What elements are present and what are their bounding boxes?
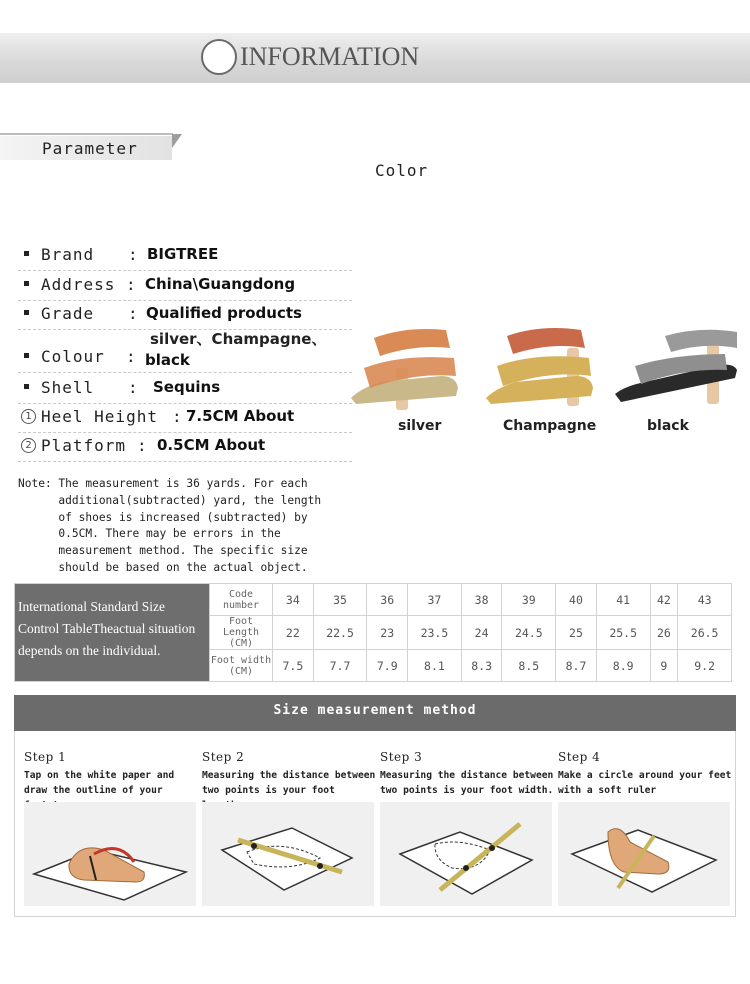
- table-cell: 7.7: [313, 650, 367, 682]
- table-cell: 8.3: [461, 650, 502, 682]
- spec-value: China\Guangdong: [145, 275, 296, 293]
- step-text: Make a circle around your feet with a soft ruler: [558, 770, 732, 796]
- step-title: Step 2: [202, 750, 245, 764]
- table-cell: 7.9: [367, 650, 408, 682]
- shoe-image-black: [615, 318, 740, 413]
- page-title: INFORMATION: [240, 42, 420, 71]
- bullet-icon: [24, 281, 29, 286]
- spec-value: Qualified products: [146, 304, 302, 322]
- table-cell: 9.2: [678, 650, 732, 682]
- spec-separator: :: [126, 275, 137, 294]
- spec-label: Heel Height: [41, 407, 158, 426]
- spec-separator: :: [172, 407, 183, 426]
- table-cell: 8.5: [502, 650, 556, 682]
- shoe-image-champagne: [481, 318, 606, 413]
- spec-separator: :: [126, 347, 137, 366]
- step-3: [380, 750, 552, 910]
- row-header: Foot Length (CM): [210, 616, 273, 650]
- table-cell: 9: [650, 650, 678, 682]
- spec-row-colour: [18, 343, 352, 373]
- row-header: Foot width (CM): [210, 650, 273, 682]
- bullet-icon: [24, 384, 29, 389]
- table-cell: 24: [461, 616, 502, 650]
- bullet-icon: [24, 310, 29, 315]
- spec-label: Grade: [41, 304, 95, 323]
- table-cell: 25.5: [596, 616, 650, 650]
- table-cell: 26: [650, 616, 678, 650]
- tab-corner-icon: [172, 134, 182, 148]
- row-header: Code number: [210, 584, 273, 616]
- spec-separator: :: [128, 378, 139, 397]
- number-one-icon: 1: [21, 409, 36, 424]
- spec-row-address: [18, 271, 352, 301]
- spec-label: Colour: [41, 347, 105, 366]
- measurement-title: Size measurement method: [273, 703, 477, 718]
- table-cell: 7.5: [273, 650, 314, 682]
- size-table-intro: International Standard Size Control TableTheactual situation depends on the individual.: [15, 584, 210, 682]
- table-cell: 36: [367, 584, 408, 616]
- spec-row-platform: [18, 432, 352, 462]
- spec-label: Shell: [41, 378, 95, 397]
- table-cell: 41: [596, 584, 650, 616]
- step-2: [202, 750, 374, 910]
- table-cell: 24.5: [502, 616, 556, 650]
- parameter-title: Parameter: [42, 139, 138, 158]
- step-text: Measuring the distance between two points is your foot width.: [380, 770, 554, 796]
- bullet-icon: [24, 251, 29, 256]
- spec-value-colour-line1: silver、Champagne、: [150, 330, 327, 348]
- spec-row-brand: [18, 241, 352, 271]
- number-two-icon: 2: [21, 438, 36, 453]
- color-label-silver: silver: [398, 418, 442, 434]
- table-cell: 22.5: [313, 616, 367, 650]
- table-cell: 42: [650, 584, 678, 616]
- spec-value: black: [145, 351, 190, 369]
- shoe-image-silver: [346, 318, 471, 413]
- color-label-black: black: [647, 418, 689, 434]
- spec-value: 7.5CM About: [186, 407, 295, 425]
- step-4: [558, 750, 730, 910]
- spec-value: BIGTREE: [147, 245, 219, 263]
- table-cell: 40: [556, 584, 597, 616]
- size-table: [14, 583, 732, 682]
- bullet-icon: [24, 353, 29, 358]
- spec-label: Address: [41, 275, 116, 294]
- spec-label: Brand: [41, 245, 95, 264]
- table-cell: 37: [408, 584, 462, 616]
- table-cell: 8.9: [596, 650, 650, 682]
- step-1: [24, 750, 196, 910]
- spec-label: Platform: [41, 436, 127, 455]
- table-cell: 43: [678, 584, 732, 616]
- step-text: Tap on the white paper and draw the outline of your footsteps: [24, 770, 175, 811]
- color-label-champagne: Champagne: [503, 418, 597, 434]
- foot-circumference-illustration: [558, 802, 730, 906]
- parameter-divider: [0, 133, 173, 135]
- step-title: Step 4: [558, 750, 601, 764]
- spec-separator: :: [137, 436, 148, 455]
- spec-value: Sequins: [153, 378, 221, 396]
- table-cell: 39: [502, 584, 556, 616]
- table-cell: 35: [313, 584, 367, 616]
- table-cell: 38: [461, 584, 502, 616]
- table-cell: 8.1: [408, 650, 462, 682]
- circle-icon: [201, 39, 237, 75]
- step-text: Measuring the distance between two points is your foot length.: [202, 770, 376, 811]
- table-cell: 22: [273, 616, 314, 650]
- spec-separator: :: [128, 245, 139, 264]
- table-row: [15, 584, 732, 616]
- table-cell: 26.5: [678, 616, 732, 650]
- spec-value: 0.5CM About: [157, 436, 266, 454]
- table-cell: 34: [273, 584, 314, 616]
- table-cell: 25: [556, 616, 597, 650]
- color-title: Color: [375, 161, 429, 180]
- spec-row-grade: [18, 300, 352, 330]
- table-cell: 23.5: [408, 616, 462, 650]
- foot-length-illustration: [202, 802, 374, 906]
- step-title: Step 3: [380, 750, 423, 764]
- table-cell: 23: [367, 616, 408, 650]
- foot-outline-illustration: [24, 802, 196, 906]
- spec-separator: :: [128, 304, 139, 323]
- measurement-note: Note: The measurement is 36 yards. For each additional(subtracted) yard, the length of shoes is increased (subtracted) by 0.5CM. There may be errors in the measurement method. The specific size should be based on the actual object.: [18, 477, 322, 574]
- table-cell: 8.7: [556, 650, 597, 682]
- step-title: Step 1: [24, 750, 67, 764]
- spec-row-heel-height: [18, 403, 352, 433]
- foot-width-illustration: [380, 802, 552, 906]
- spec-row-shell: [18, 374, 352, 404]
